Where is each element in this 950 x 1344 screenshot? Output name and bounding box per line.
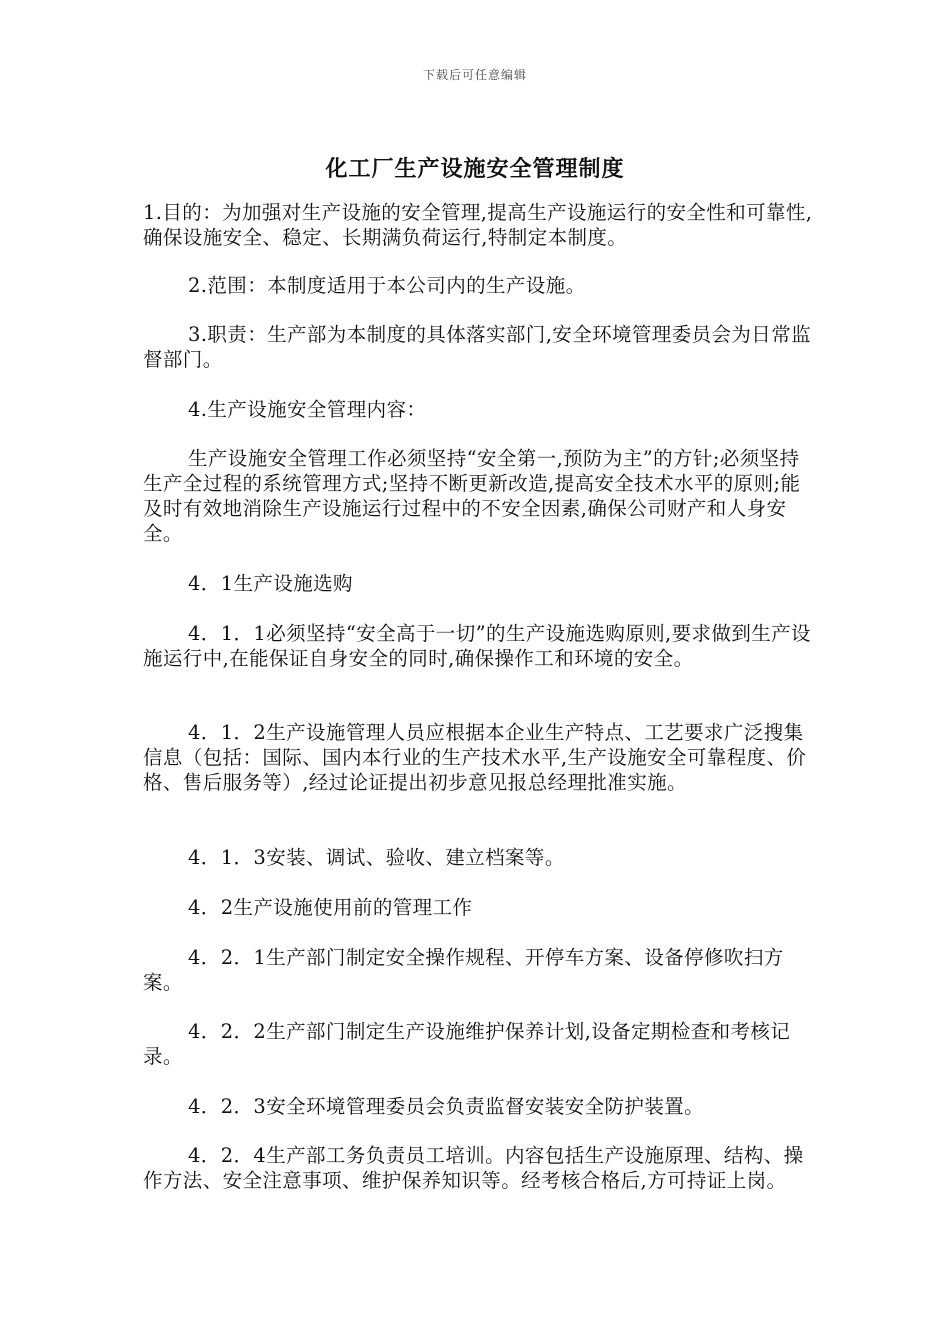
paragraph-scope: 2.范围：本制度适用于本公司内的生产设施。	[188, 274, 586, 297]
paragraph-4-2-2: 4．2．2生产部门制定生产设施维护保养计划,设备定期检查和考核记录。	[143, 1020, 791, 1068]
paragraph-purpose: 1.目的：为加强对生产设施的安全管理,提高生产设施运行的安全性和可靠性,确保设施安全、稳定、长期满负荷运行,特制定本制度。	[143, 201, 813, 249]
paragraph-principle: 生产设施安全管理工作必须坚持“安全第一,预防为主”的方针;必须坚持生产全过程的系统管理方式;坚持不断更新改造,提高安全技术水平的原则;能及时有效地消除生产设施运行过程中的不安全因素,确保公司财产和人身安全。	[143, 447, 801, 545]
paragraph-4-2-1: 4．2．1生产部门制定安全操作规程、开停车方案、设备停修吹扫方案。	[143, 946, 784, 994]
document-title: 化工厂生产设施安全管理制度	[325, 157, 625, 182]
paragraph-responsibility: 3.职责：生产部为本制度的具体落实部门,安全环境管理委员会为日常监督部门。	[143, 323, 812, 371]
paragraph-4-1-3: 4．1．3安装、调试、验收、建立档案等。	[188, 846, 565, 869]
paragraph-4-2-4: 4．2．4生产部工务负责员工培训。内容包括生产设施原理、结构、操作方法、安全注意事项、维护保养知识等。经考核合格后,方可持证上岗。	[143, 1144, 804, 1192]
paragraph-4-1-2: 4．1．2生产设施管理人员应根据本企业生产特点、工艺要求广泛搜集信息（包括：国际、国内本行业的生产技术水平,生产设施安全可靠程度、价格、售后服务等）,经过论证提出初步意见报总经理批准实施。	[143, 721, 807, 794]
paragraph-section-4: 4.生产设施安全管理内容：	[188, 398, 427, 421]
header-note: 下载后可任意编辑	[422, 68, 527, 82]
paragraph-4-2-3: 4．2．3安全环境管理委员会负责监督安装安全防护装置。	[188, 1095, 705, 1118]
paragraph-4-1-1: 4．1．1必须坚持“安全高于一切”的生产设施选购原则,要求做到生产设施运行中,在能保证自身安全的同时,确保操作工和环境的安全。	[143, 622, 811, 670]
paragraph-4-1: 4．1生产设施选购	[188, 572, 353, 595]
paragraph-4-2: 4．2生产设施使用前的管理工作	[188, 896, 473, 919]
